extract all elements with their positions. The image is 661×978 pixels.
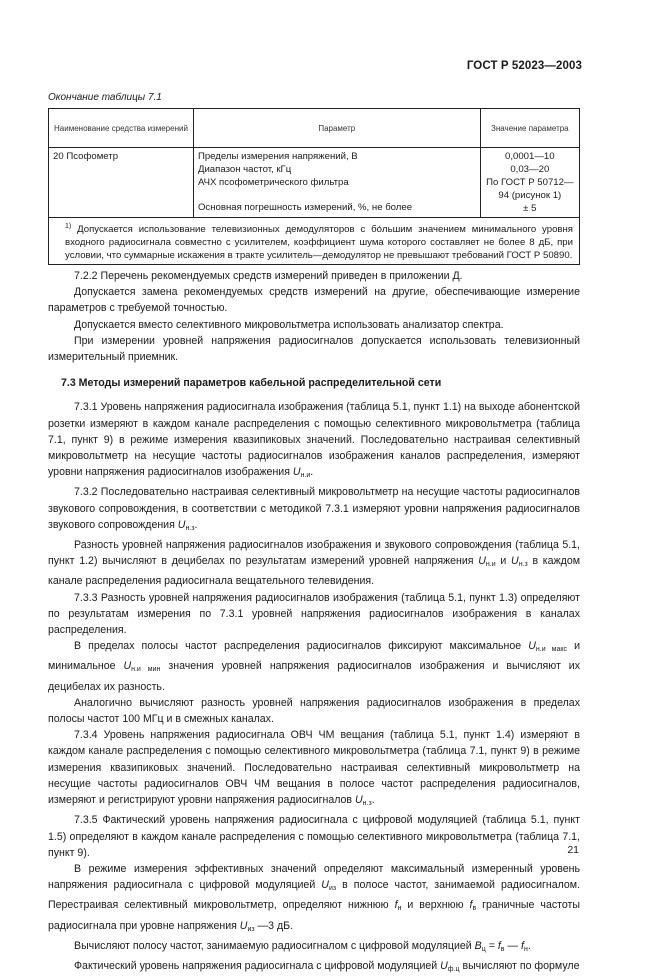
header-parameter: Параметр	[193, 109, 480, 148]
paragraph: 7.3.5 Фактический уровень напряжения радиосигнала с цифровой модуляцией (таблица 5.1, пункт 1.5) определяют в каждом канале распределения с помощью селективного микровольтметра (таблица 7.1, пункт 9).	[48, 814, 580, 859]
paragraph: 7.3.3 Разность уровней напряжения радиосигналов изображения (таблица 5.1, пункт 1.3) определяют по результатам измерения по 7.3.1 уровней напряжения радиосигналов изображения в каналах распределения.	[48, 591, 580, 637]
paragraph: Вычисляют полосу частот, занимаемую радиосигналом с цифровой модуляцией $B_ц = f_в$ — $f_н$.	[74, 939, 531, 953]
paragraph: 7.2.2 Перечень рекомендуемых средств измерений приведен в приложении Д.	[74, 270, 463, 282]
paragraph: 7.3.1 Уровень напряжения радиосигнала изображения (таблица 5.1, пункт 1.1) на выходе абонентской розетки измеряют в каждом канале распределения с помощью селективного микровольтметра (таблица 7.1, пункт 9) в режиме измерения квазипиковых значений. Последовательно настраивая селективный микровольтметр на несущие частоты радиосигналов изображения каналов распределения, измеряют уровни напряжения радиосигналов изображения $U_{н.и}$.	[48, 401, 580, 480]
paragraph: 7.3.4 Уровень напряжения радиосигнала ОВЧ ЧМ вещания (таблица 5.1, пункт 1.4) измеряют в каждом канале распределения с помощью селективного микровольтметра (таблица 7.1, пункт 9) в режиме измерения квазипиковых значений. Последовательно настраивая селективный микровольтметр на несущие частоты радиосигналов ОВЧ ЧМ вещания в полосе частот распределения радиосигналов, измеряют и регистрируют уровни напряжения радиосигналов $U_{н.з}$.	[48, 729, 580, 808]
paragraph: В режиме измерения эффективных значений определяют максимальный измеренный уровень напряжения радиосигнала с цифровой модуляцией $U_{из}$ в полосе частот, занимаемой радиосигналом. Перестраивая селективный микровольтметр, определяют нижнюю $f_н$ и верхнюю $f_в$ граничные частоты радиосигнала при уровне напряжения $U_{из}$ —3 дБ.	[48, 862, 581, 933]
param-line: АЧХ псофометрического фильтра	[197, 177, 349, 188]
paragraph: Фактический уровень напряжения радиосигнала с цифровой модуляцией $U_{ф.ц}$ вычисляют по формуле	[74, 959, 580, 973]
instrument-name: 20 Псофометр	[53, 151, 119, 162]
standard-number: ГОСТ Р 52023—2003	[466, 60, 582, 72]
paragraph: В пределах полосы частот распределения радиосигналов фиксируют максимальное $U_{н.и макс}$ и минимальное $U_{н.и мин}$ значения уровней напряжения радиосигналов изображения и вычисляют их децибелах их разность.	[48, 640, 581, 693]
value-line: По ГОСТ Р 50712—	[486, 177, 574, 188]
table-footnote-row	[49, 218, 580, 265]
param-line: Основная погрешность измерений, %, не более	[197, 202, 413, 213]
value-line: 0,03—20	[510, 164, 550, 175]
paragraph: 7.3.2 Последовательно настраивая селективный микровольтметр на несущие частоты радиосигналов звукового сопровождения, в соответствии с методикой 7.3.1 измеряют уровни напряжения радиосигналов звукового сопровождения $U_{н.з}$.	[48, 486, 580, 532]
body-text	[48, 268, 580, 978]
measurement-table	[48, 108, 580, 265]
paragraph: Допускается замена рекомендуемых средств измерений на другие, обеспечивающие измерение параметров с требуемой точностью.	[48, 286, 580, 315]
section-heading: 7.3 Методы измерений параметров кабельной распределительной сети	[61, 377, 442, 390]
param-line	[198, 189, 476, 201]
paragraph: Допускается вместо селективного микровольтметра использовать анализатор спектра.	[74, 318, 504, 331]
paragraph: Разность уровней напряжения радиосигналов изображения и звукового сопровождения (таблица 5.1, пункт 1.2) вычисляют в децибелах по результатам измерений уровней напряжения $U_{н.и}$ и $U_{н.з}$ в каждом канале распределения радиосигнала вещательного телевидения.	[48, 539, 580, 588]
page-number: 21	[567, 844, 579, 856]
value-line: 0,0001—10	[505, 151, 555, 162]
footnote-text: Допускается использование телевизионных демодуляторов с бо́льшим значением минимального уровня входного радиосигнала совместно с усилителем, коэффициент шума которого составляет не более 8 дБ, при условии, что суммарные искажения в тракте усилитель—демодулятор не превышают требований ГОСТ Р 50890.	[65, 224, 574, 262]
param-line: Пределы измерения напряжений, В	[197, 151, 358, 162]
value-line: 94 (рисунок 1)	[498, 190, 562, 201]
value-line: ± 5	[523, 203, 537, 214]
table-caption: Окончание таблицы 7.1	[48, 92, 162, 103]
table-row	[49, 148, 580, 218]
footnote-mark: 1)	[65, 223, 72, 230]
table-header-row	[49, 109, 580, 148]
param-line: Диапазон частот, кГц	[197, 164, 292, 175]
table-footnote	[49, 218, 580, 265]
paragraph: При измерении уровней напряжения радиосигналов допускается использовать телевизионный измерительный приемник.	[48, 334, 580, 364]
header-instrument: Наименование средства измерений	[49, 109, 194, 148]
paragraph: Аналогично вычисляют разность уровней напряжения радиосигналов изображения в пределах полосы частот 100 МГц и в смежных каналах.	[48, 696, 580, 726]
header-value: Значение параметра	[480, 109, 579, 148]
